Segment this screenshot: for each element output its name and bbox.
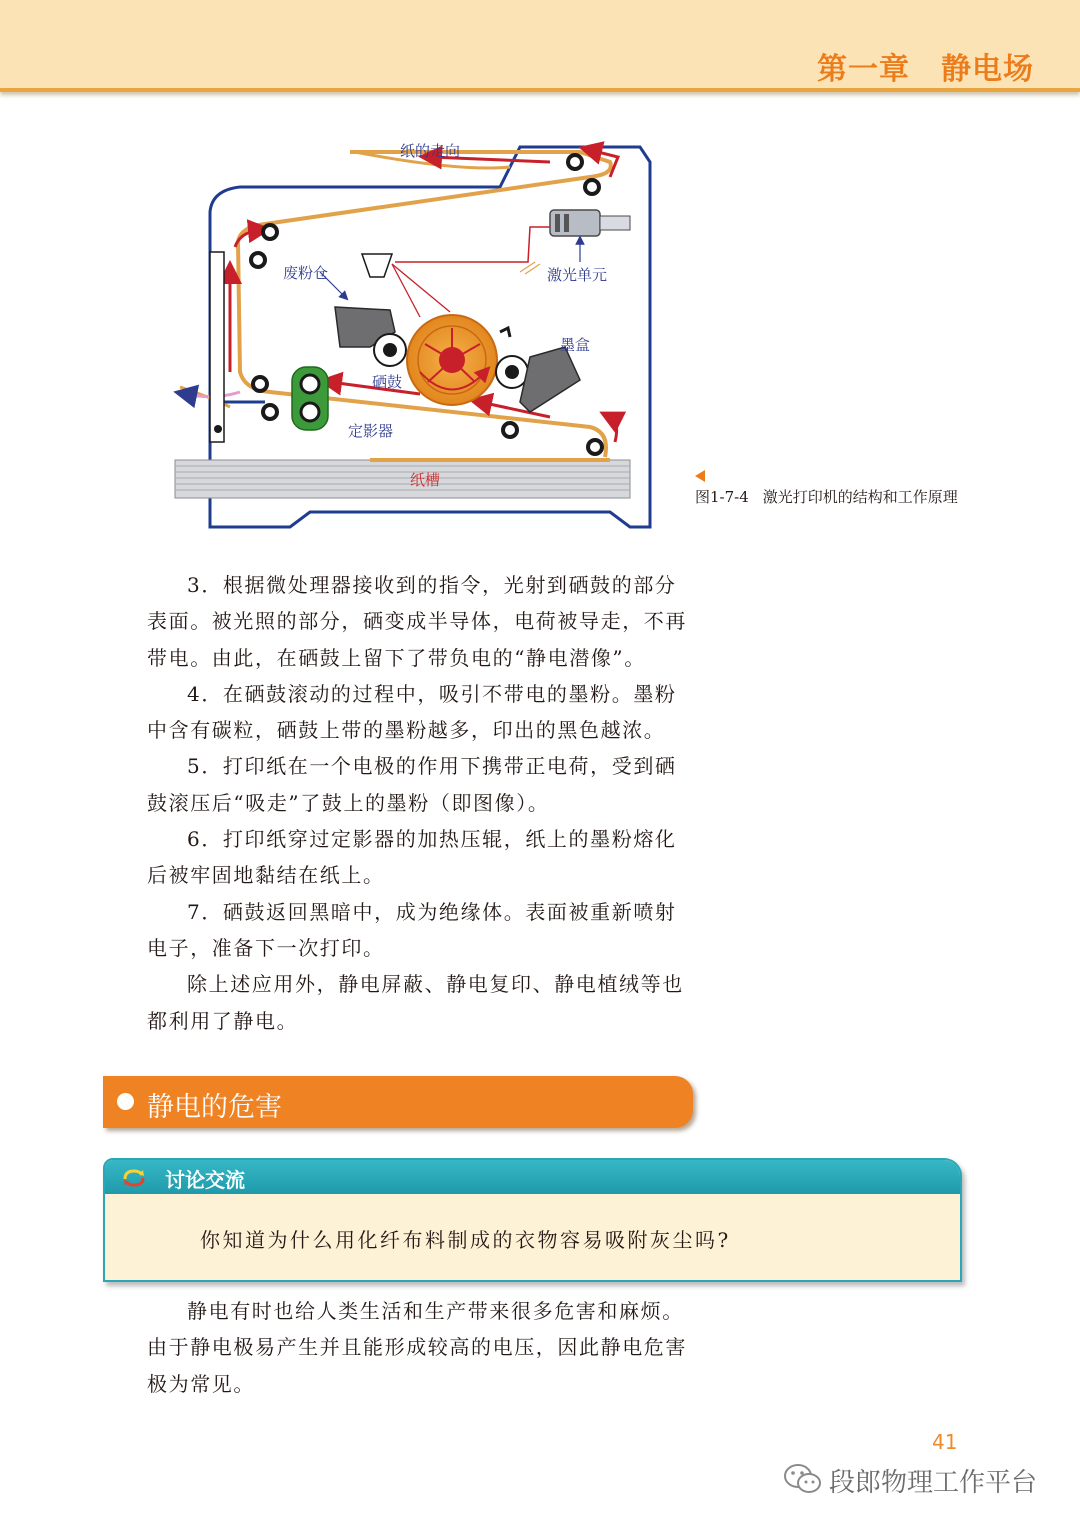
watermark-text: 段郎物理工作平台 [829, 1468, 1038, 1498]
label-paper-path: 纸的走向 [400, 142, 461, 160]
paragraph: 静电有时也给人类生活和生产带来很多危害和麻烦。由于静电极易产生并且能形成较高的电压，因此静电危害极为常见。 [147, 1299, 687, 1396]
paragraph: 5．打印纸在一个电极的作用下携带正电荷，受到硒鼓滚压后“吸走”了鼓上的墨粉（即图像）。 [147, 754, 677, 815]
label-waste-toner: 废粉仓 [283, 264, 329, 282]
fuser [292, 367, 328, 430]
laser-beam [395, 227, 550, 262]
laser-printer-figure [170, 132, 670, 532]
paragraph: 6．打印纸穿过定影器的加热压辊，纸上的墨粉熔化后被牢固地黏结在纸上。 [147, 827, 677, 888]
label-toner-cartridge: 墨盒 [560, 336, 591, 354]
caption-text: 激光打印机的结构和工作原理 [762, 488, 958, 506]
caption-arrow-icon [695, 470, 705, 482]
discussion-title: 讨论交流 [165, 1168, 245, 1192]
wechat-watermark-icon [783, 1462, 823, 1496]
body-text-block [147, 567, 697, 1039]
paragraph: 除上述应用外，静电屏蔽、静电复印、静电植绒等也都利用了静电。 [147, 972, 684, 1033]
label-paper-tray: 纸槽 [410, 471, 441, 489]
bullet-dot-icon [117, 1093, 134, 1110]
discussion-question: 你知道为什么用化纤布料制成的衣物容易吸附灰尘吗? [200, 1228, 731, 1252]
exit-tray [210, 252, 224, 442]
body-text-block [147, 1293, 697, 1402]
label-fuser: 定影器 [348, 422, 394, 440]
caption-number: 图1-7-4 [695, 488, 749, 506]
cleaning-roller [374, 334, 406, 366]
page-number: 41 [932, 1430, 958, 1454]
figure-caption [695, 486, 970, 508]
paragraph: 7．硒鼓返回黑暗中，成为绝缘体。表面被重新喷射电子，准备下一次打印。 [147, 899, 677, 960]
developer-roller [496, 356, 528, 388]
mirror [362, 254, 392, 277]
paragraph: 3．根据微处理器接收到的指令，光射到硒鼓的部分表面。被光照的部分，硒变成半导体，电荷被导走，不再带电。由此，在硒鼓上留下了带负电的“静电潜像”。 [147, 573, 687, 670]
drum [407, 315, 497, 405]
paragraph: 4．在硒鼓滚动的过程中，吸引不带电的墨粉。墨粉中含有碳粒，硒鼓上带的墨粉越多，印出的黑色越浓。 [147, 681, 677, 743]
discussion-cycle-icon [121, 1167, 147, 1189]
header-band [0, 0, 1080, 92]
toner-cartridge [520, 347, 580, 412]
section-title: 静电的危害 [147, 1092, 282, 1123]
label-laser-unit: 激光单元 [547, 266, 608, 284]
section-heading-bar [103, 1076, 693, 1128]
label-drum: 硒鼓 [372, 373, 403, 391]
discussion-box [103, 1158, 962, 1282]
laser-unit [550, 210, 630, 236]
discussion-header [105, 1160, 960, 1194]
chapter-title: 第一章 静电场 [817, 52, 1034, 87]
